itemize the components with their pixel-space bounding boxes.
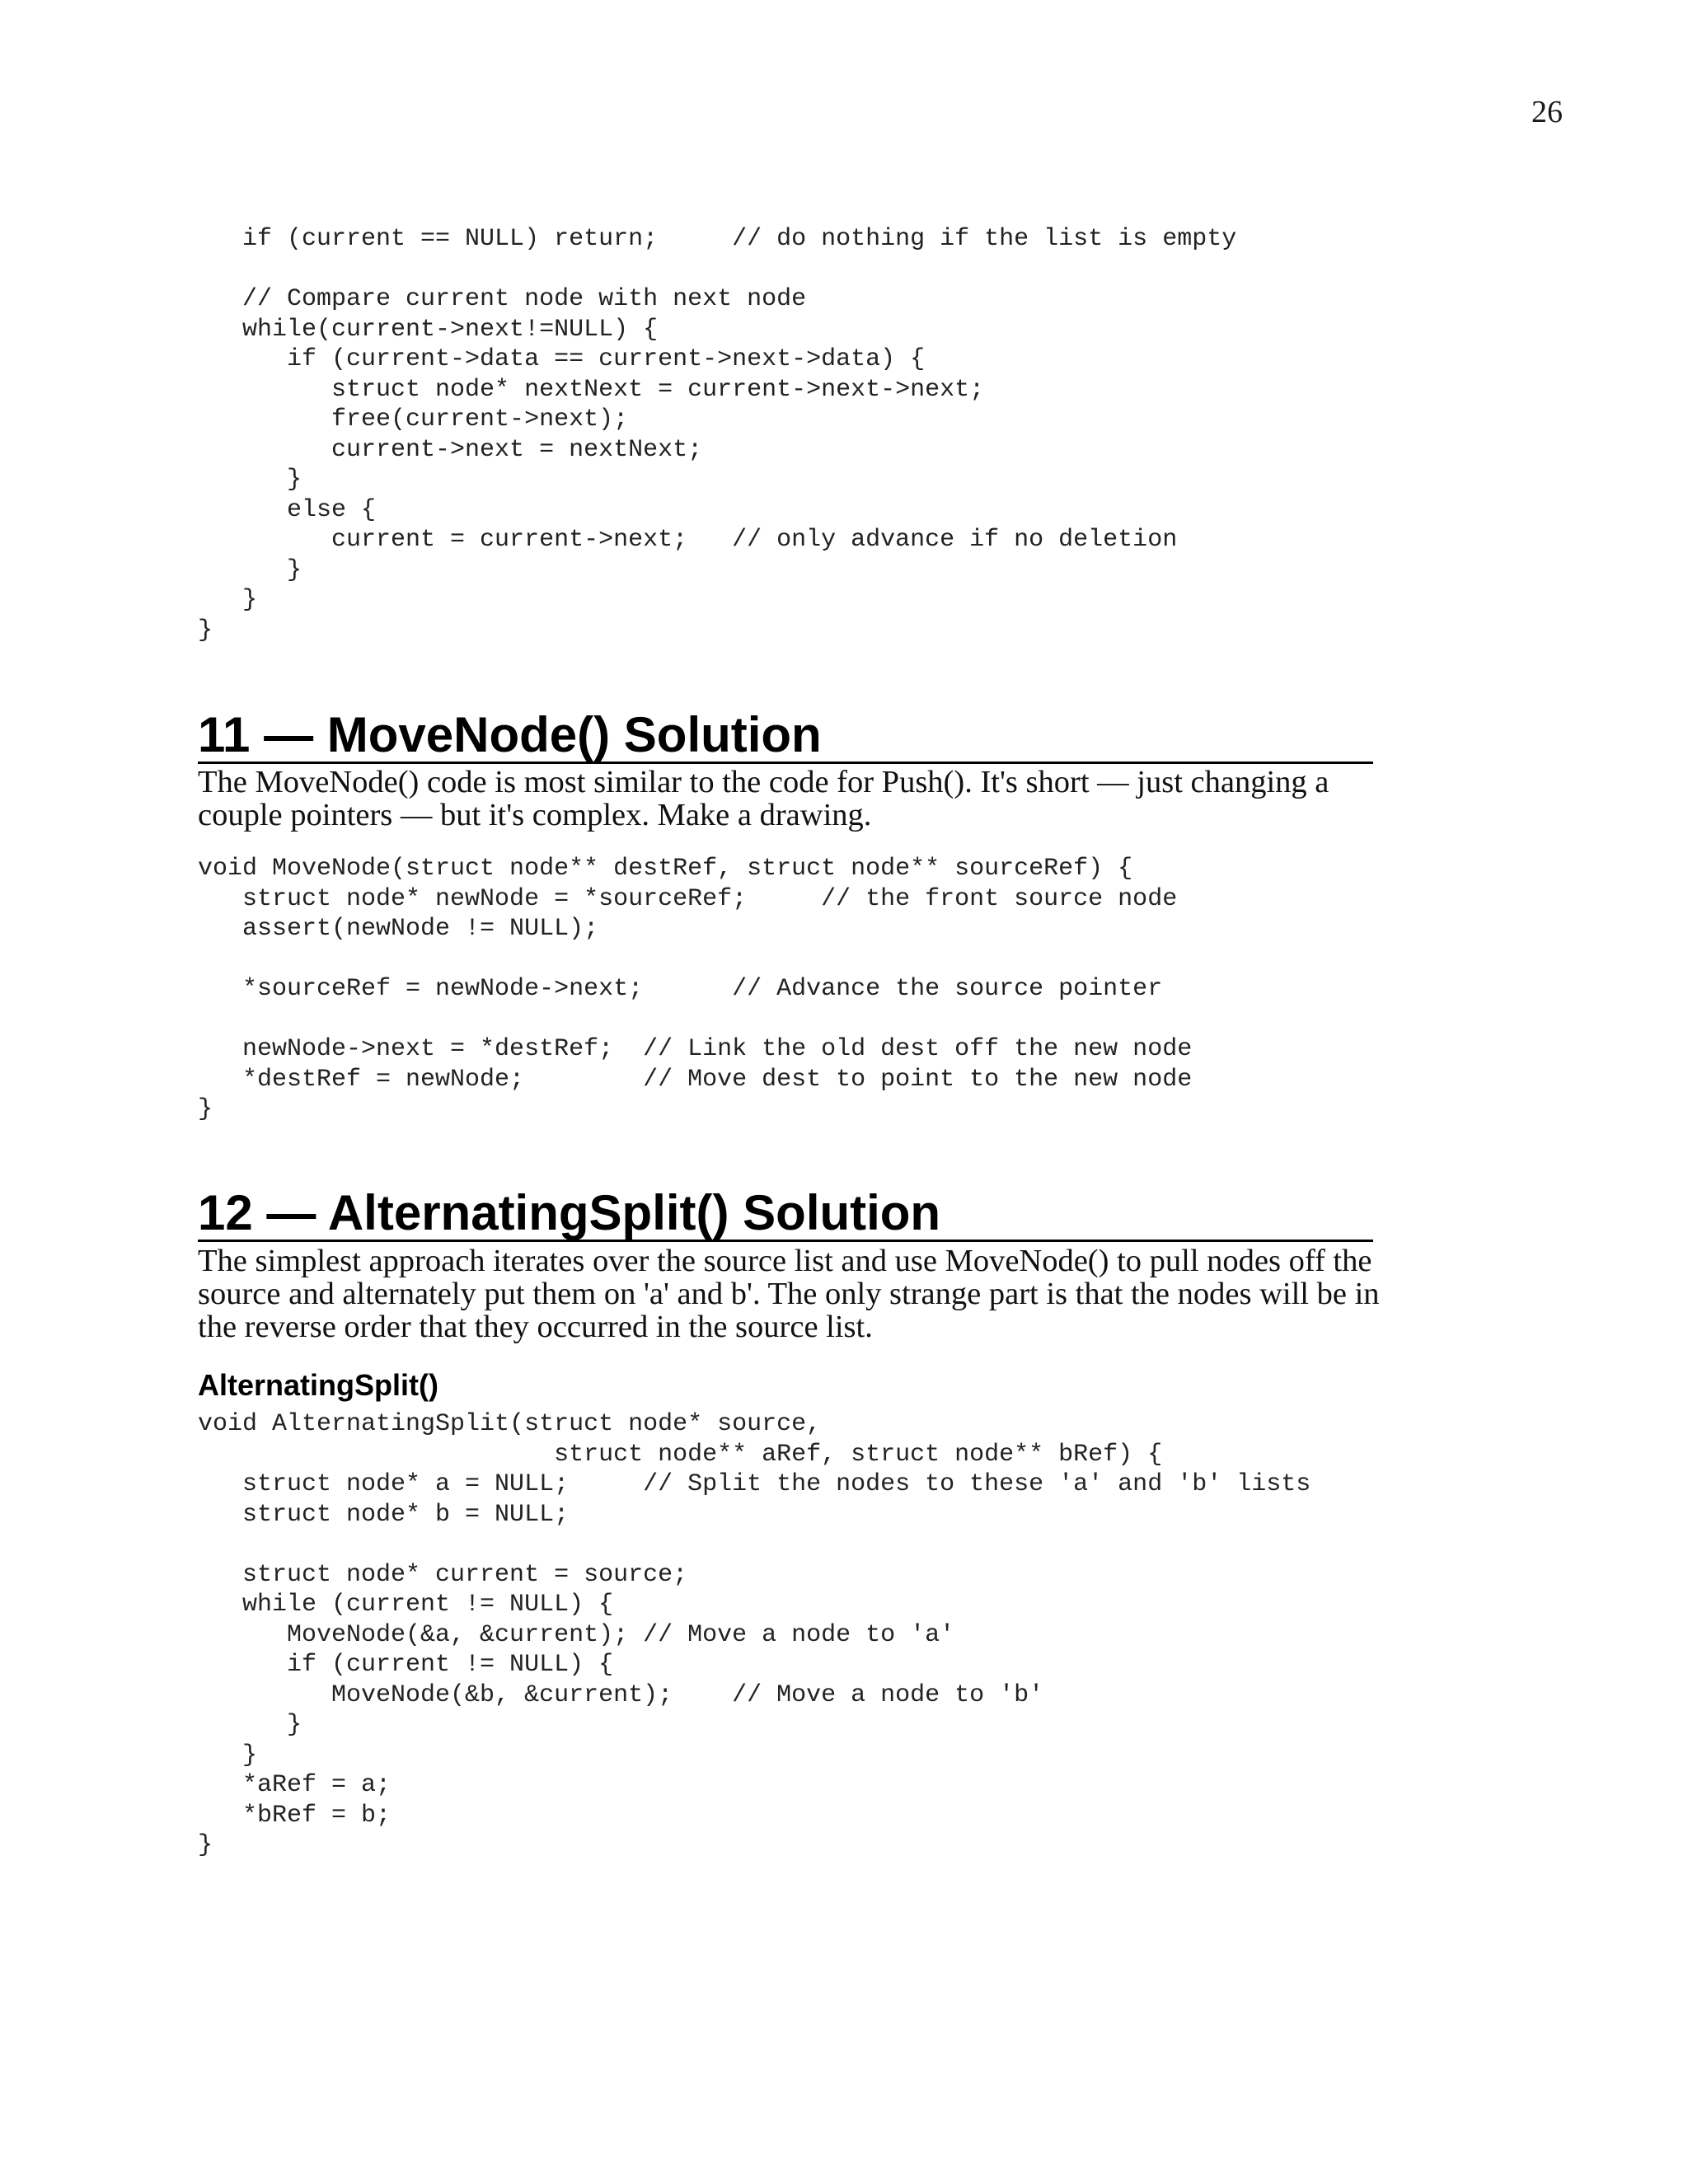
code-line: } [198, 586, 258, 614]
code-line: } [198, 1741, 258, 1769]
code-line: // Compare current node with next node [198, 285, 807, 313]
code-line: free(current->next); [198, 405, 629, 434]
code-line: *aRef = a; [198, 1771, 392, 1799]
code-line: struct node* newNode = *sourceRef; // the front source node [198, 884, 1178, 913]
code-line [198, 255, 1236, 285]
page-number: 26 [1531, 95, 1563, 129]
section-12-paragraph: The simplest approach iterates over the source list and use MoveNode() to pull nodes off the source and alternately put them on 'a' and b'. The only strange part is that the nodes will be in the reverse order that they occurred in the source list. [198, 1244, 1380, 1344]
code-line [198, 1005, 1192, 1035]
code-line: struct node* b = NULL; [198, 1500, 570, 1529]
code-line: } [198, 1711, 302, 1739]
code-line: void AlternatingSplit(struct node* source, [198, 1410, 822, 1438]
section-11-paragraph: The MoveNode() code is most similar to the code for Push(). It's short — just changing a couple pointers — but it's complex. Make a drawing. [198, 765, 1329, 832]
code-line: else { [198, 495, 377, 524]
code-line: newNode->next = *destRef; // Link the old dest off the new node [198, 1035, 1193, 1063]
code-line: void MoveNode(struct node** destRef, struct node** sourceRef) { [198, 855, 1133, 883]
code-line: struct node** aRef, struct node** bRef) { [198, 1440, 1163, 1469]
code-line: if (current->data == current->next->data) { [198, 345, 926, 373]
code-block-alternatingsplit [198, 1409, 1311, 1861]
code-line: *sourceRef = newNode->next; // Advance the source pointer [198, 975, 1163, 1003]
code-block-movenode [198, 854, 1192, 1125]
code-line: MoveNode(&a, &current); // Move a node to 'a' [198, 1620, 955, 1649]
code-line: } [198, 555, 302, 584]
code-line: *destRef = newNode; // Move dest to point to the new node [198, 1065, 1193, 1094]
code-line [198, 1530, 1311, 1560]
section-12-heading: 12 — AlternatingSplit() Solution [198, 1187, 1373, 1242]
code-line: } [198, 1095, 213, 1123]
code-line: } [198, 616, 213, 644]
code-line: MoveNode(&b, &current); // Move a node to 'b' [198, 1680, 1044, 1709]
code-line: } [198, 466, 302, 494]
code-line [198, 944, 1192, 975]
code-line: current = current->next; // only advance if no deletion [198, 526, 1178, 554]
code-line: if (current == NULL) return; // do nothing if the list is empty [198, 225, 1237, 253]
code-line: current->next = nextNext; [198, 435, 703, 464]
section-11-heading: 11 — MoveNode() Solution [198, 709, 1373, 764]
code-line: if (current != NULL) { [198, 1651, 614, 1679]
section-12-subheading: AlternatingSplit() [198, 1368, 438, 1402]
code-line: while(current->next!=NULL) { [198, 315, 659, 344]
code-block-remove-duplicates [198, 224, 1236, 645]
code-line: assert(newNode != NULL); [198, 915, 599, 943]
code-line: while (current != NULL) { [198, 1591, 614, 1619]
code-line: } [198, 1831, 213, 1859]
code-line: *bRef = b; [198, 1801, 392, 1830]
code-line: struct node* a = NULL; // Split the nodes to these 'a' and 'b' lists [198, 1470, 1311, 1498]
code-line: struct node* current = source; [198, 1560, 688, 1589]
code-line: struct node* nextNext = current->next->next; [198, 375, 985, 404]
